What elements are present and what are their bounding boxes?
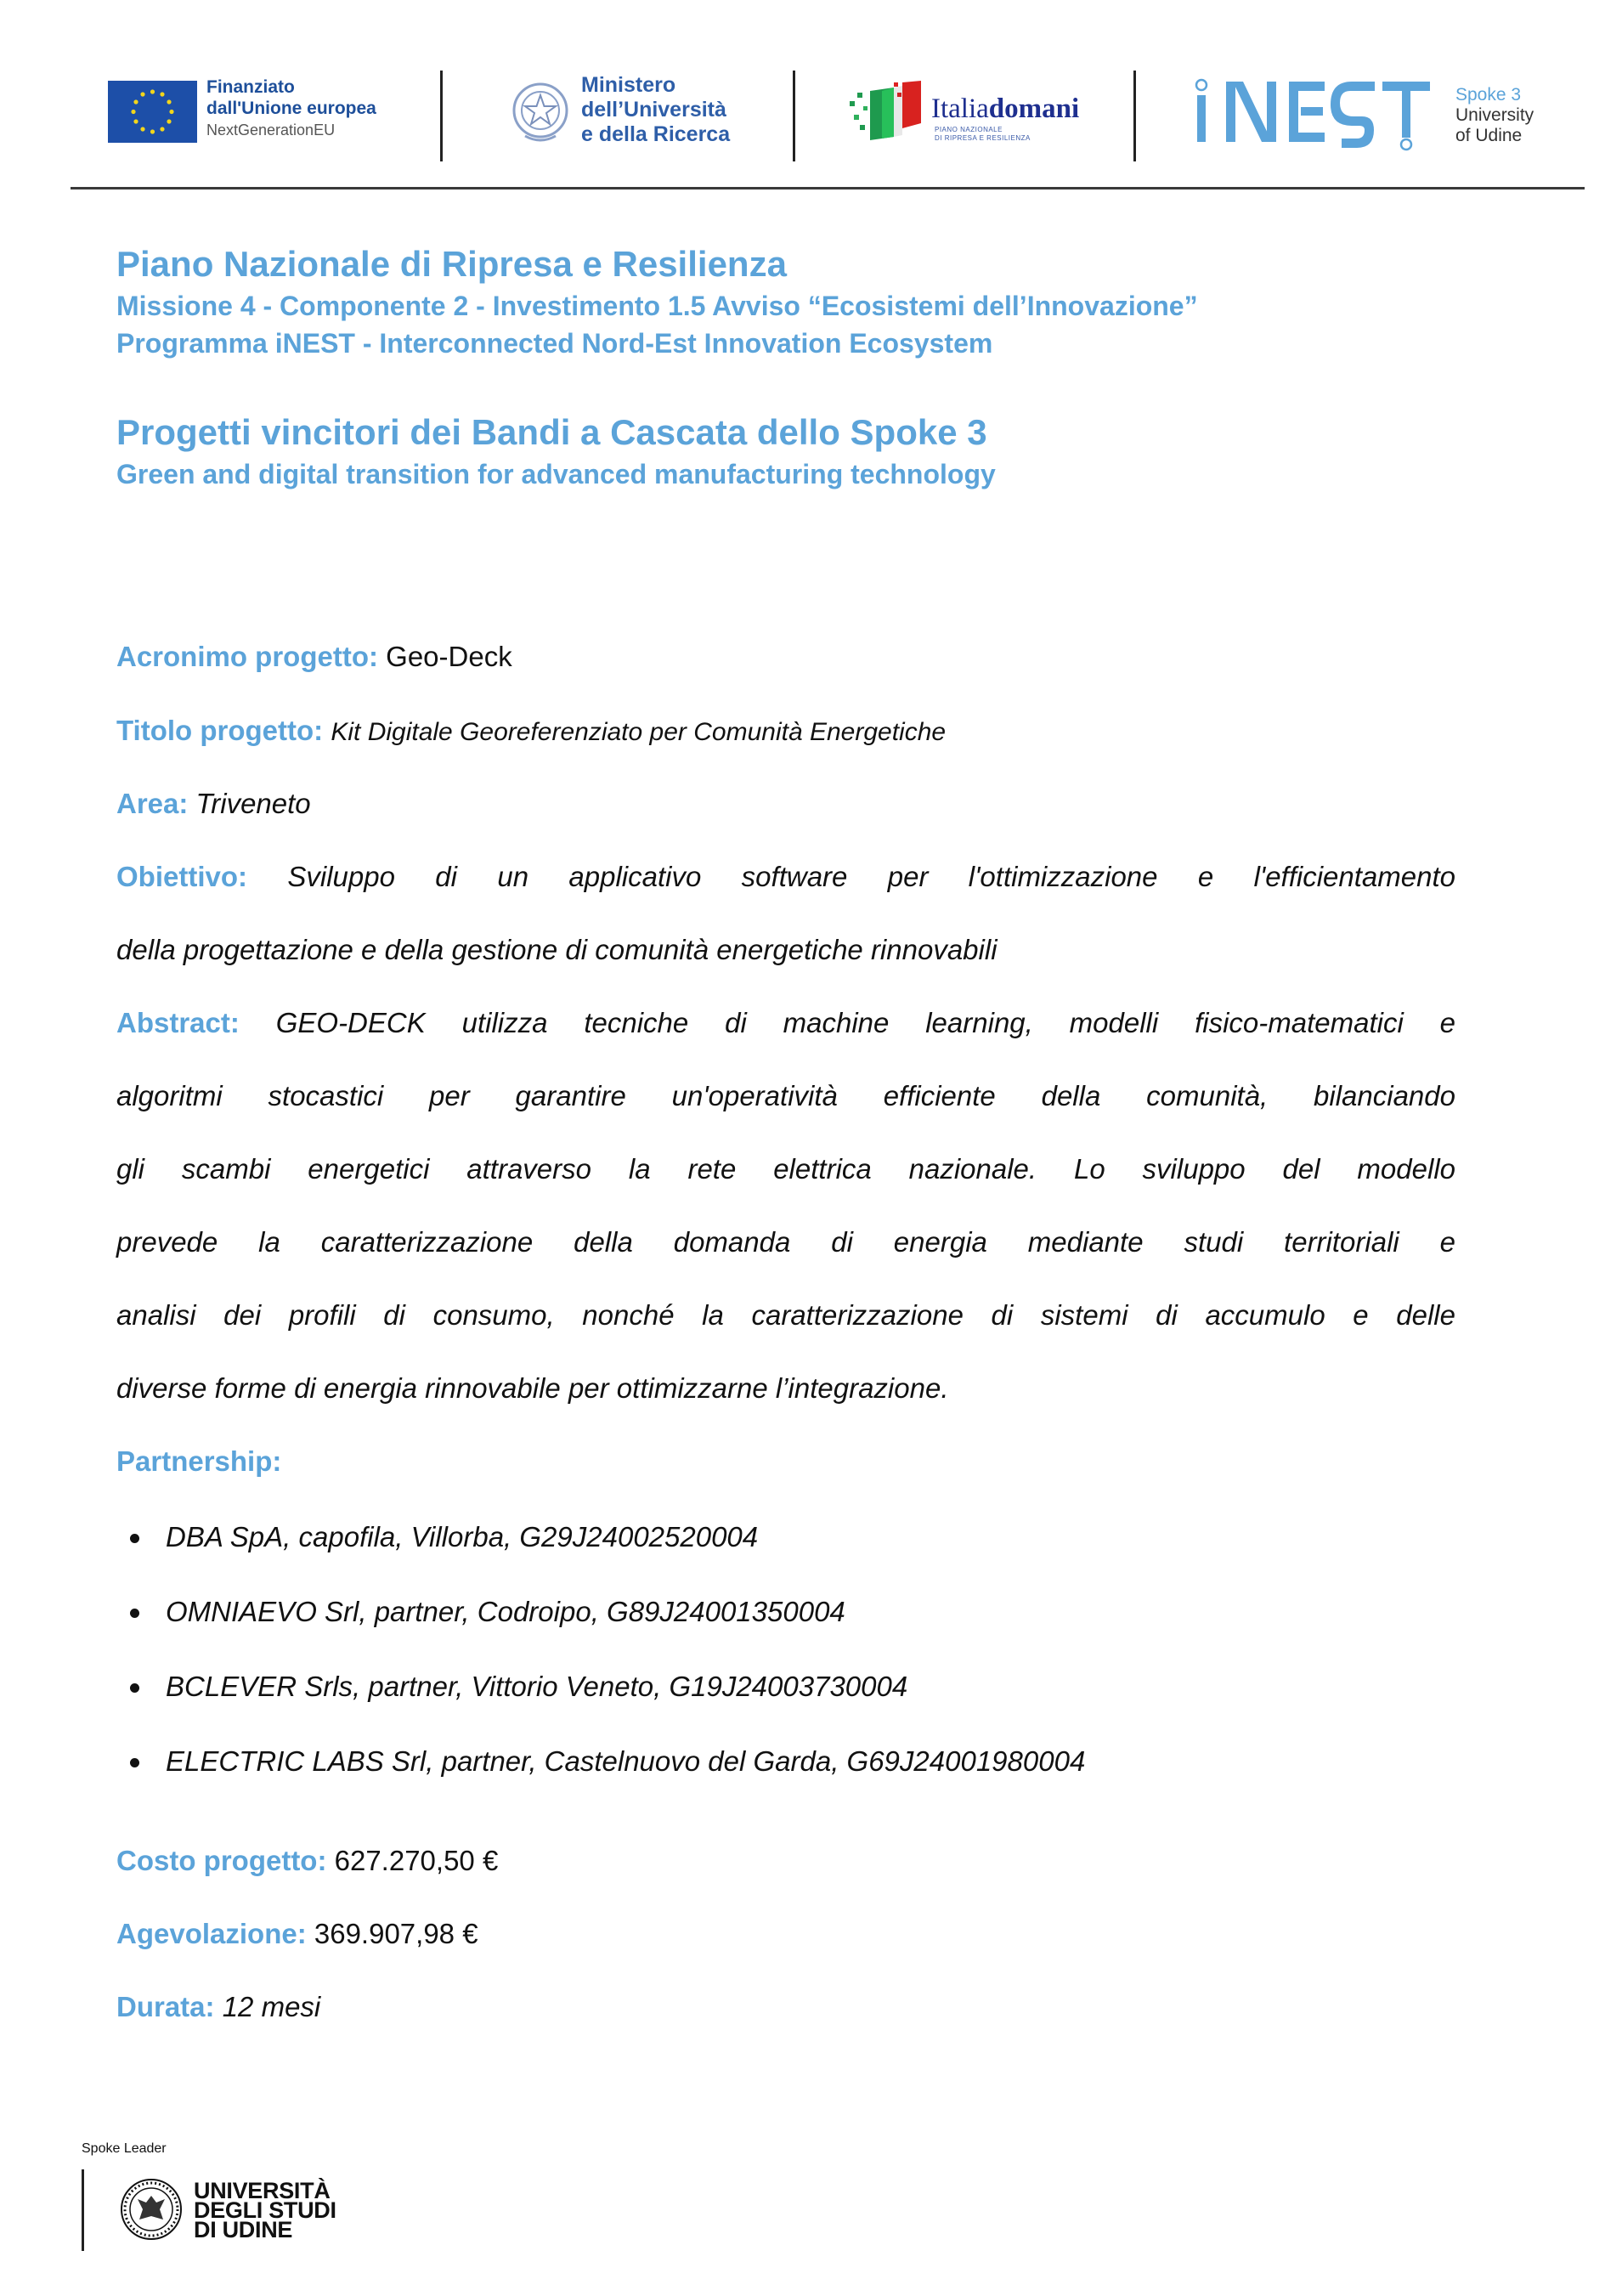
duration-value: 12 mesi	[222, 1991, 321, 2022]
area-value: Triveneto	[195, 788, 311, 819]
eu-funding-text	[206, 78, 376, 138]
cost-value: 627.270,50 €	[334, 1845, 499, 1876]
abstract-text: GEO-DECK utilizza tecniche di machine learning, modelli fisico-matematici e	[275, 1007, 1455, 1038]
italiadomani-subtitle	[935, 126, 1031, 143]
objective-text: Sviluppo di un applicativo software per l'ottimizzazione e l'efficientamento	[287, 861, 1455, 892]
abstract-line: gli scambi energetici attraverso la rete elettrica nazionale. Lo sviluppo del modello	[116, 1153, 1455, 1185]
grant-label: Agevolazione:	[116, 1918, 307, 1949]
acronym-field	[116, 642, 512, 670]
partner-text: OMNIAEVO Srl, partner, Codroipo, G89J24001350004	[166, 1596, 845, 1627]
italiadomani-word-bold: domani	[988, 93, 1080, 124]
mission-line: Missione 4 - Componente 2 - Investimento 1.5 Avviso “Ecosistemi dell’Innovazione”	[116, 291, 1198, 321]
inest-logo-icon	[1194, 76, 1432, 153]
bullet-icon	[130, 1758, 139, 1767]
area-field	[116, 789, 311, 817]
university-wordmark	[194, 2178, 336, 2242]
abstract-label: Abstract:	[116, 1007, 240, 1038]
footer-divider	[82, 2169, 84, 2251]
university-line-3: DI UDINE	[194, 2217, 293, 2242]
eu-flag-logo	[108, 81, 197, 143]
header-rule	[71, 187, 1585, 189]
eu-stars-icon	[108, 81, 197, 143]
bullet-icon	[130, 1683, 139, 1693]
inest-spoke-text	[1455, 85, 1534, 146]
abstract-line: prevede la caratterizzazione della domanda di energia mediante studi territoriali e	[116, 1226, 1455, 1258]
header-divider	[793, 71, 795, 161]
bullet-icon	[130, 1609, 139, 1618]
abstract-line	[116, 1009, 1455, 1037]
title-value: Kit Digitale Georeferenziato per Comunità Energetiche	[331, 718, 947, 746]
partner-text: ELECTRIC LABS Srl, partner, Castelnuovo del Garda, G69J24001980004	[166, 1745, 1086, 1777]
partner-list-item	[166, 1523, 758, 1551]
eu-line-3: NextGenerationEU	[206, 122, 336, 139]
partnership-label: Partnership:	[116, 1445, 282, 1477]
italiadomani-sub-1: PIANO NAZIONALE	[935, 126, 1003, 133]
section-title: Progetti vincitori dei Bandi a Cascata dello Spoke 3	[116, 412, 987, 452]
eu-line-2: dall'Unione europea	[206, 99, 376, 118]
university-seal-icon	[119, 2177, 184, 2242]
objective-line	[116, 862, 1455, 891]
acronym-label: Acronimo progetto:	[116, 641, 378, 672]
title-label: Titolo progetto:	[116, 715, 324, 746]
italiadomani-sub-2: DI RIPRESA E RESILIENZA	[935, 134, 1031, 142]
acronym-value: Geo-Deck	[386, 641, 512, 672]
inest-logo	[1194, 76, 1432, 153]
objective-line: della progettazione e della gestione di comunità energetiche rinnovabili	[116, 934, 998, 965]
header-divider	[440, 71, 443, 161]
cost-label: Costo progetto:	[116, 1845, 327, 1876]
partner-list-item	[166, 1598, 845, 1626]
cost-field	[116, 1846, 498, 1875]
italian-republic-emblem-icon	[508, 78, 573, 146]
partner-text: BCLEVER Srls, partner, Vittorio Veneto, G19J24003730004	[166, 1671, 908, 1702]
inest-university-line-1: University	[1455, 105, 1534, 125]
grant-value: 369.907,98 €	[314, 1918, 478, 1949]
italiadomani-flag-icon	[850, 81, 930, 142]
partner-list-item	[166, 1672, 907, 1700]
objective-label: Obiettivo:	[116, 861, 247, 892]
duration-field	[116, 1993, 320, 2021]
partner-text: DBA SpA, capofila, Villorba, G29J24002520004	[166, 1521, 759, 1552]
area-label: Area:	[116, 788, 189, 819]
bullet-icon	[130, 1534, 139, 1543]
header-divider	[1133, 71, 1136, 161]
program-line: Programma iNEST - Interconnected Nord-Est Innovation Ecosystem	[116, 328, 993, 359]
duration-label: Durata:	[116, 1991, 215, 2022]
program-title: Piano Nazionale di Ripresa e Resilienza	[116, 244, 787, 284]
ministry-text	[581, 75, 730, 149]
ministry-line-1: Ministero	[581, 73, 676, 97]
inest-university-line-2: of Udine	[1455, 126, 1523, 145]
partnership-heading	[116, 1447, 281, 1475]
grant-field	[116, 1920, 478, 1948]
italiadomani-wordmark	[931, 95, 1079, 123]
ministry-line-3: e della Ricerca	[581, 122, 731, 146]
inest-spoke-label: Spoke 3	[1455, 85, 1522, 105]
spoke-leader-label: Spoke Leader	[82, 2141, 167, 2156]
ministry-line-2: dell’Università	[581, 98, 726, 122]
abstract-line: diverse forme di energia rinnovabile per ottimizzarne l’integrazione.	[116, 1372, 949, 1404]
italiadomani-word-light: Italia	[931, 93, 989, 124]
title-field	[116, 716, 946, 745]
university-line-2: DEGLI STUDI	[194, 2197, 336, 2223]
section-subtitle: Green and digital transition for advanced manufacturing technology	[116, 459, 996, 489]
university-line-1: UNIVERSITÀ	[194, 2178, 331, 2203]
partner-list-item	[166, 1747, 1085, 1775]
abstract-line: analisi dei profili di consumo, nonché la caratterizzazione di sistemi di accumulo e delle	[116, 1299, 1455, 1331]
eu-line-1: Finanziato	[206, 77, 295, 97]
abstract-line: algoritmi stocastici per garantire un'operatività efficiente della comunità, bilanciando	[116, 1080, 1455, 1111]
